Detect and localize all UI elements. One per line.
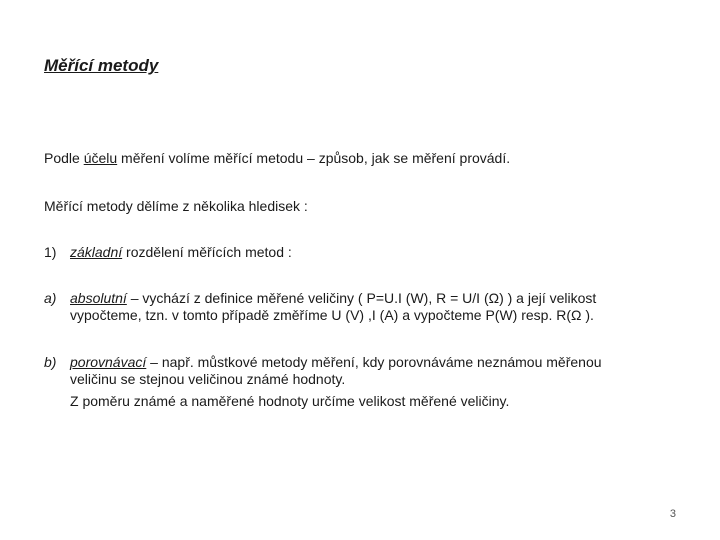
list-marker: a) xyxy=(44,290,57,306)
basic-underlined: základní xyxy=(70,244,123,260)
list-marker: 1) xyxy=(44,244,57,260)
comparative-line2: veličinu se stejnou veličinou známé hodnoty. xyxy=(70,371,346,387)
slide-title: Měřící metody xyxy=(44,56,159,75)
list-marker: b) xyxy=(44,354,57,370)
purpose-prefix: Podle xyxy=(44,150,84,166)
list-item-absolute xyxy=(44,290,596,324)
paragraph-division: Měřící metody dělíme z několika hledisek : xyxy=(44,198,308,214)
list-item-comparative xyxy=(44,354,602,410)
basic-text: rozdělení měřících metod : xyxy=(122,244,292,260)
paragraph-purpose xyxy=(44,150,510,167)
comparative-line3: Z poměru známé a naměřené hodnoty určíme velikost měřené veličiny. xyxy=(70,393,510,409)
absolute-underlined: absolutní xyxy=(70,290,127,306)
comparative-underlined: porovnávací xyxy=(70,354,147,370)
list-item-basic xyxy=(44,244,292,261)
purpose-suffix: měření volíme měřící metodu – způsob, jak se měření provádí. xyxy=(117,150,511,166)
comparative-line1: – např. můstkové metody měření, kdy porovnáváme neznámou měřenou xyxy=(146,354,602,370)
absolute-line2: vypočteme, tzn. v tomto případě změříme U (V) ,I (A) a vypočteme P(W) resp. R(Ω ). xyxy=(70,307,594,323)
page-number: 3 xyxy=(669,508,676,520)
purpose-underlined: účelu xyxy=(83,150,118,166)
absolute-line1: – vychází z definice měřené veličiny ( P=U.I (W), R = U/I (Ω) ) a její velikost xyxy=(126,290,597,306)
